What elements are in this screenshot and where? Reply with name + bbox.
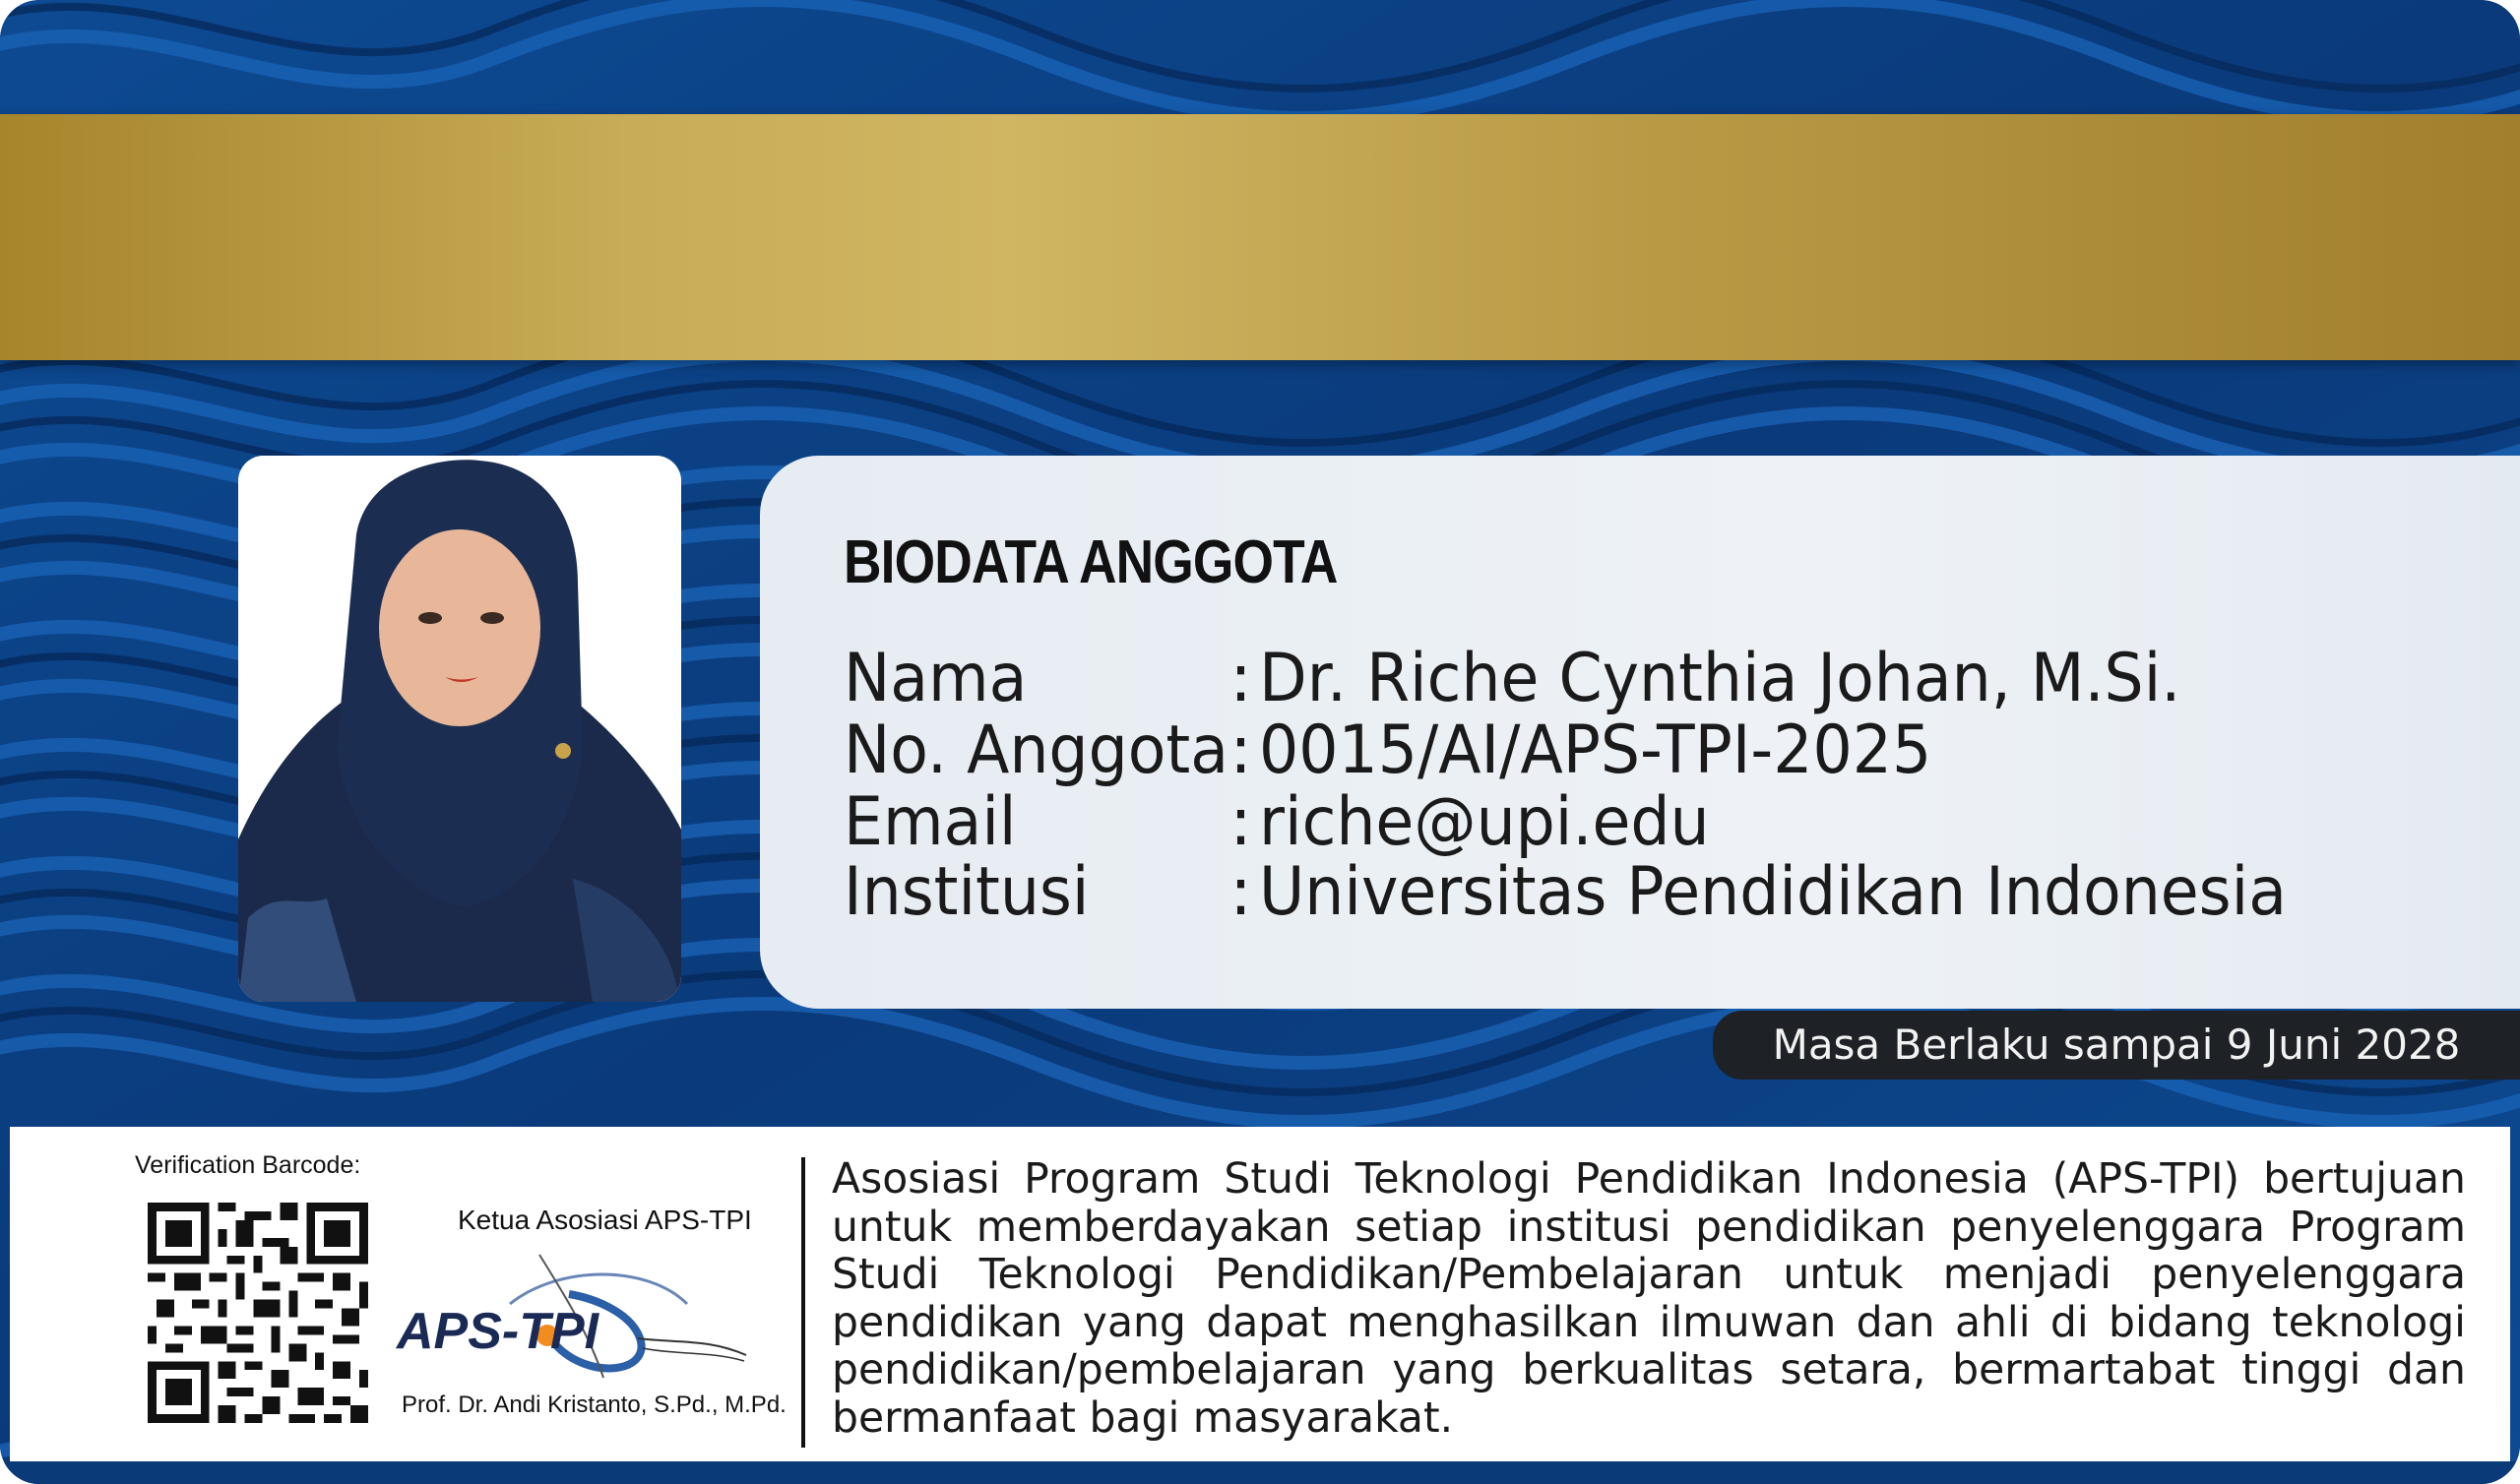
verification-qr-code	[148, 1203, 368, 1423]
association-description: Asosiasi Program Studi Teknologi Pendidikan Indonesia (APS-TPI) bertujuan untuk memberdayakan setiap institusi pendidikan penyelenggara Program Studi Teknologi Pendidikan/Pembelajaran untuk menjadi penyelenggara pendidikan yang dapat menghasilkan ilmuwan dan ahli di bidang teknologi pendidikan/pembelajaran yang berkualitas setara, bermartabat tinggi dan bermanfaat bagi masyarakat.	[832, 1155, 2466, 1443]
footer-divider	[801, 1157, 805, 1448]
signatory-name: Prof. Dr. Andi Kristanto, S.Pd., M.Pd.	[402, 1391, 787, 1418]
verification-label: Verification Barcode:	[135, 1151, 361, 1179]
signatory-title: Ketua Asosiasi APS-TPI	[458, 1205, 752, 1235]
field-label: No. Anggota	[844, 711, 1228, 789]
member-photo	[238, 456, 681, 1002]
gold-magnetic-strip	[0, 114, 2520, 360]
field-row-email	[844, 783, 1743, 861]
field-label: Institusi	[844, 853, 1090, 931]
field-value-institusi: Universitas Pendidikan Indonesia	[1259, 853, 2287, 931]
field-row-nama	[844, 640, 2250, 717]
field-value-nama: Dr. Riche Cynthia Johan, M.Si.	[1259, 640, 2181, 717]
field-value-no-anggota: 0015/AI/APS-TPI-2025	[1259, 711, 1932, 789]
validity-badge: Masa Berlaku sampai 9 Juni 2028	[1713, 1011, 2520, 1080]
field-separator: :	[1229, 853, 1252, 931]
member-portrait-illustration	[238, 456, 681, 1002]
biodata-title: BIODATA ANGGOTA	[844, 528, 1338, 596]
field-row-no-anggota	[844, 711, 1983, 789]
field-separator: :	[1229, 783, 1252, 861]
field-value-email: riche@upi.edu	[1259, 783, 1710, 861]
logo-text: APS-TPI	[397, 1303, 599, 1360]
field-row-institusi	[844, 853, 2364, 931]
field-separator: :	[1229, 640, 1252, 717]
aps-tpi-logo	[392, 1245, 756, 1383]
field-label: Email	[844, 783, 1017, 861]
field-separator: :	[1229, 711, 1252, 789]
bottom-band	[0, 1461, 2520, 1484]
field-label: Nama	[844, 640, 1028, 717]
